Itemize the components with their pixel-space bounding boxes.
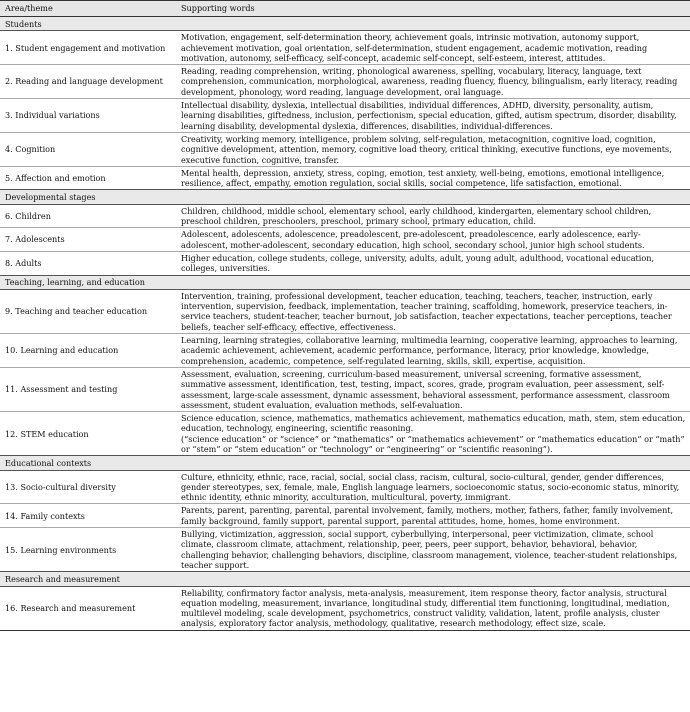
supporting-words-cell xyxy=(176,586,690,630)
area-theme-cell: 5. Affection and emotion xyxy=(0,166,176,190)
supporting-words-text: Creativity, working memory, intelligence, problem solving, self-regulation, metacognition, cognitive load, cognition, cognitive development, attention, memory, cognitive load theory, critical thinking, executive functions, eye movements, executive function, cognitive, transfer. xyxy=(181,133,672,165)
table-header-row xyxy=(0,1,690,17)
supporting-words-text: Learning, learning strategies, collaborative learning, multimedia learning, cooperative learning, approaches to learning, academic achievement, achievement, academic performance, performance, literacy, prior knowledge, knowledge, comprehension, academic, competence, self-regulated learning, skills, skill, expertise, acquisition. xyxy=(181,335,678,366)
table-row xyxy=(0,412,690,456)
table-row xyxy=(0,251,690,275)
supporting-words-text: Higher education, college students, college, university, adults, adult, young adult, adulthood, vocational education, colleges, universities. xyxy=(181,252,655,274)
header-supporting-words: Supporting words xyxy=(176,1,690,17)
supporting-words-cell xyxy=(176,228,690,252)
table-row xyxy=(0,204,690,228)
area-theme-cell: 4. Cognition xyxy=(0,132,176,166)
supporting-words-cell xyxy=(176,251,690,275)
table-row xyxy=(0,166,690,190)
supporting-words-cell xyxy=(176,132,690,166)
section-title: Students xyxy=(0,17,690,31)
area-theme-cell: 16. Research and measurement xyxy=(0,586,176,630)
supporting-words-cell xyxy=(176,528,690,572)
section-title: Educational contexts xyxy=(0,456,690,470)
section-header-row xyxy=(0,456,690,470)
table-row xyxy=(0,228,690,252)
supporting-words-text: Bullying, victimization, aggression, social support, cyberbullying, interpersonal, peer victimization, climate, school climate, classroom climate, attachment, relationship, peer, peers, peer support, behavior, behavioral, behavior, challenging behavior, challenging behaviors, discipline, classroom management, violence, teacher-student relationships, teacher support. xyxy=(181,529,678,570)
area-theme-cell: 11. Assessment and testing xyxy=(0,367,176,411)
supporting-words-text: Parents, parent, parenting, parental, parental involvement, family, mothers, mother, fathers, father, family involvement, family background, family support, parental support, parental attitudes, home, homes, home environment. xyxy=(181,505,674,526)
supporting-words-text: Culture, ethnicity, ethnic, race, racial, social, social class, racism, cultural, socio-cultural, gender, gender differences, gender stereotypes, sex, female, male, English language learners, socioeconomic status, socio-economic status, minority, ethnic identity, ethnic minority, acculturation, multicultural, poverty, immigrant. xyxy=(181,471,680,503)
area-theme-cell: 6. Children xyxy=(5,210,51,221)
header-area-theme: Area/theme xyxy=(0,1,176,17)
table-row xyxy=(0,289,690,333)
table-row xyxy=(0,528,690,572)
table-row xyxy=(0,65,690,99)
area-theme-cell: 13. Socio-cultural diversity xyxy=(5,481,116,492)
table-row xyxy=(0,367,690,411)
supporting-words-text: Intellectual disability, dyslexia, intellectual disabilities, individual differences, ADHD, diversity, personality, autism, learning disabilities, giftedness, inclusion, perfectionism, special education, gifted, autism spectrum, disorder, disability, learning disability, developmental dyslexia, differences, disabilities, individual-differences. xyxy=(181,100,677,131)
supporting-words-cell xyxy=(176,470,690,504)
area-theme-cell: 1. Student engagement and motivation xyxy=(5,42,166,53)
table-row xyxy=(0,132,690,166)
supporting-words-text: Reliability, confirmatory factor analysis, meta-analysis, measurement, item response theory, factor analysis, structural equation modeling, measurement, invariance, longitudinal study, differential item functioning, longitudinal, mediation, multilevel modeling, scale development, psychometrics, construct validity, validation, latent, profile analysis, cluster analysis, exploratory factor analysis, methodology, qualitative, research methodology, effect size, scale. xyxy=(181,587,670,629)
supporting-words-text: Reading, reading comprehension, writing, phonological awareness, spelling, vocabulary, literacy, language, text comprehension, communication, morphological, awareness, reading fluency, fluency, bilingualism, early literacy, reading development, phonology, word reading, language development, oral language. xyxy=(181,66,678,97)
supporting-words-text: (“science education” or “science” or “mathematics” or “mathematics achievement” or “mathematics education” or “math” or “stem” or “stem education” or “technology” or “engineering” or “scientific reasoning”). xyxy=(181,433,685,454)
section-title: Teaching, learning, and education xyxy=(0,275,690,289)
area-theme-cell: 15. Learning environments xyxy=(0,528,176,572)
area-theme-cell: 8. Adults xyxy=(0,251,176,275)
area-theme-cell: 10. Learning and education xyxy=(0,334,176,368)
supporting-words-text: Adolescent, adolescents, adolescence, preadolescent, pre-adolescent, preadolescence, early adolescence, early-adolescent, mother-adolescent, secondary education, high school, secondary school, junior high school students. xyxy=(181,229,645,250)
table-row xyxy=(0,504,690,528)
supporting-words-cell xyxy=(176,31,690,65)
supporting-words-cell xyxy=(176,334,690,368)
supporting-words-cell xyxy=(176,166,690,190)
supporting-words-cell xyxy=(176,504,690,528)
supporting-words-text: Intervention, training, professional development, teacher education, teaching, teachers, teacher, instruction, early intervention, supervision, feedback, implementation, teacher training, scaffolding, homework, preservice teachers, in-service teachers, student-teacher, teacher burnout, job satisfaction, teacher expectations, teacher perceptions, teacher beliefs, teacher self-efficacy, effective, effectiveness. xyxy=(181,290,672,332)
table-row xyxy=(0,470,690,504)
section-header-row xyxy=(0,275,690,289)
table-row xyxy=(0,586,690,630)
area-theme-cell: 12. STEM education xyxy=(0,412,176,456)
supporting-words-cell xyxy=(176,289,690,333)
table-row xyxy=(0,31,690,65)
section-title: Developmental stages xyxy=(0,190,690,204)
supporting-words-text: Mental health, depression, anxiety, stress, coping, emotion, test anxiety, well-being, emotions, emotional intelligence, resilience, affect, empathy, emotion regulation, social skills, social competence, life satisfaction, emotional. xyxy=(181,167,665,189)
area-theme-cell: 14. Family contexts xyxy=(0,504,176,528)
area-theme-cell: 7. Adolescents xyxy=(0,228,176,252)
area-theme-cell: 9. Teaching and teacher education xyxy=(5,306,148,317)
supporting-words-cell xyxy=(176,65,690,99)
area-theme-cell: 2. Reading and language development xyxy=(0,65,176,99)
table-row xyxy=(0,99,690,133)
supporting-words-cell xyxy=(176,99,690,133)
section-title: Research and measurement xyxy=(0,572,690,586)
supporting-words-text: Science education, science, mathematics, mathematics achievement, mathematics education, math, stem, stem education, education, technology, engineering, scientific reasoning. xyxy=(181,413,686,434)
supporting-words-text: Motivation, engagement, self-determination theory, achievement goals, intrinsic motivation, autonomy support, achievement motivation, goal orientation, self-determination, student engagement, academic motivation, reading motivation, autonomy, self-efficacy, self-concept, academic self-concept, self-esteem, interest, attitudes. xyxy=(181,32,648,63)
section-header-row xyxy=(0,17,690,31)
section-header-row xyxy=(0,190,690,204)
table-body xyxy=(0,17,690,631)
supporting-words-text: Children, childhood, middle school, elementary school, early childhood, kindergarten, elementary school children, preschool children, preschoolers, preschool, primary school, primary education, child. xyxy=(181,205,652,227)
section-header-row xyxy=(0,572,690,586)
supporting-words-text: Assessment, evaluation, screening, curriculum-based measurement, universal screening, formative assessment, summative assessment, identification, test, testing, impact, scores, grade, program evaluation, peer assessment, self-assessment, large-scale assessment, dynamic assessment, behavioral assessment, performance assessment, classroom assessment, student evaluation, evaluation methods, self-evaluation. xyxy=(181,368,670,410)
supporting-words-cell xyxy=(176,204,690,228)
supporting-words-cell xyxy=(176,412,690,456)
supporting-words-cell xyxy=(176,367,690,411)
table-row xyxy=(0,334,690,368)
area-theme-cell: 3. Individual variations xyxy=(0,99,176,133)
